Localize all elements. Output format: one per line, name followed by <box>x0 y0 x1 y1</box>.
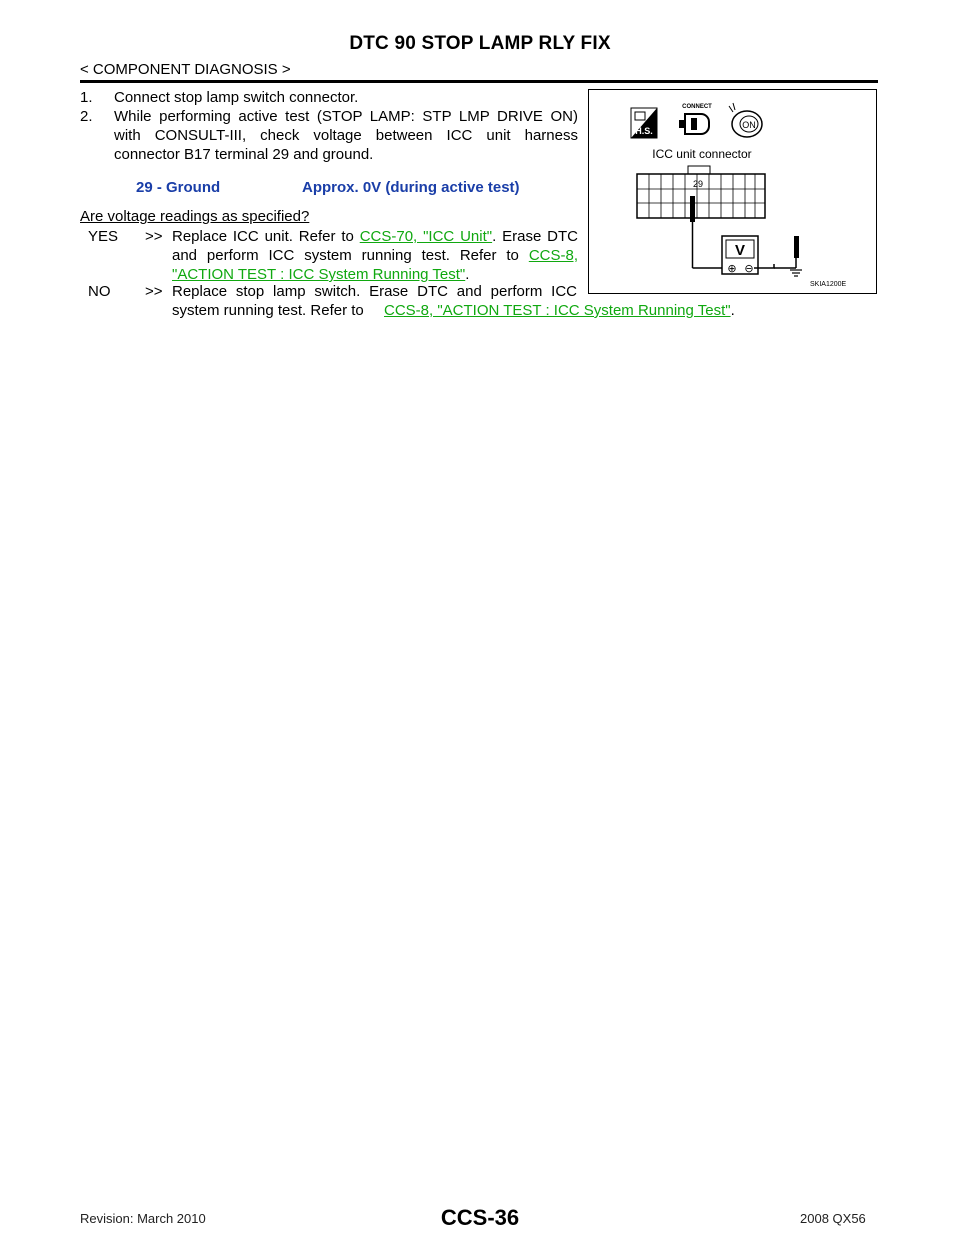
step-text: Connect stop lamp switch connector. <box>114 89 359 106</box>
section-label: < COMPONENT DIAGNOSIS > <box>80 61 291 78</box>
answer-text: . <box>730 302 735 319</box>
model: 2008 QX56 <box>800 1211 866 1226</box>
answer-arrow: >> <box>145 228 163 245</box>
step-1 <box>80 88 578 107</box>
figure-code: SKIA1200E <box>810 281 847 288</box>
step-number: 1. <box>80 89 93 106</box>
hs-label: H.S. <box>635 126 653 136</box>
answer-arrow: >> <box>145 283 163 300</box>
harness-side-icon <box>631 108 657 138</box>
link-ccs-8-no[interactable]: CCS-8, "ACTION TEST : ICC System Running Test" <box>384 302 731 319</box>
answer-label: NO <box>88 283 111 300</box>
ignition-on-icon <box>729 103 762 137</box>
answer-text: Replace stop lamp switch. Erase DTC and perform ICC system running test. Refer to <box>172 283 577 319</box>
connect-icon <box>679 104 712 134</box>
voltmeter <box>722 236 758 275</box>
plus-terminal: ⊕ <box>727 262 737 275</box>
spec-value: Approx. 0V (during active test) <box>302 179 520 196</box>
connect-label: CONNECT <box>682 104 712 110</box>
answer-no-link-line <box>384 301 735 320</box>
step-2 <box>80 107 578 164</box>
meter-label: V <box>734 242 746 259</box>
connector-figure <box>588 89 877 294</box>
answer-text: . <box>465 266 470 283</box>
step-number: 2. <box>80 108 93 125</box>
on-label: ON <box>742 120 756 130</box>
page-title: DTC 90 STOP LAMP RLY FIX <box>349 33 611 54</box>
connector-label: ICC unit connector <box>652 147 752 161</box>
minus-terminal: ⊖ <box>744 262 754 275</box>
header-rule <box>80 80 878 83</box>
answer-text: Replace ICC unit. Refer to <box>172 228 360 245</box>
revision: Revision: March 2010 <box>80 1211 206 1226</box>
terminal-label: 29 <box>692 179 704 189</box>
link-ccs-8[interactable]: CCS-8, "ACTION TEST : ICC System Running Test" <box>172 247 578 283</box>
question: Are voltage readings as specified? <box>80 208 310 225</box>
spec-terminal: 29 - Ground <box>136 179 221 196</box>
page-number: CCS-36 <box>440 1205 520 1230</box>
answer-text: . Erase DTC and perform ICC system running test. Refer to <box>172 228 579 264</box>
step-text: While performing active test (STOP LAMP: STP LMP DRIVE ON) with CONSULT-III, check voltage between ICC unit harness connector B17 terminal 29 and ground. <box>114 108 578 163</box>
answer-yes <box>88 227 578 284</box>
connector-body <box>637 166 765 218</box>
answer-label: YES <box>88 228 119 245</box>
ground-lead <box>754 236 802 276</box>
connector-diagram <box>589 90 876 293</box>
link-ccs-70[interactable]: CCS-70, "ICC Unit" <box>359 228 493 245</box>
